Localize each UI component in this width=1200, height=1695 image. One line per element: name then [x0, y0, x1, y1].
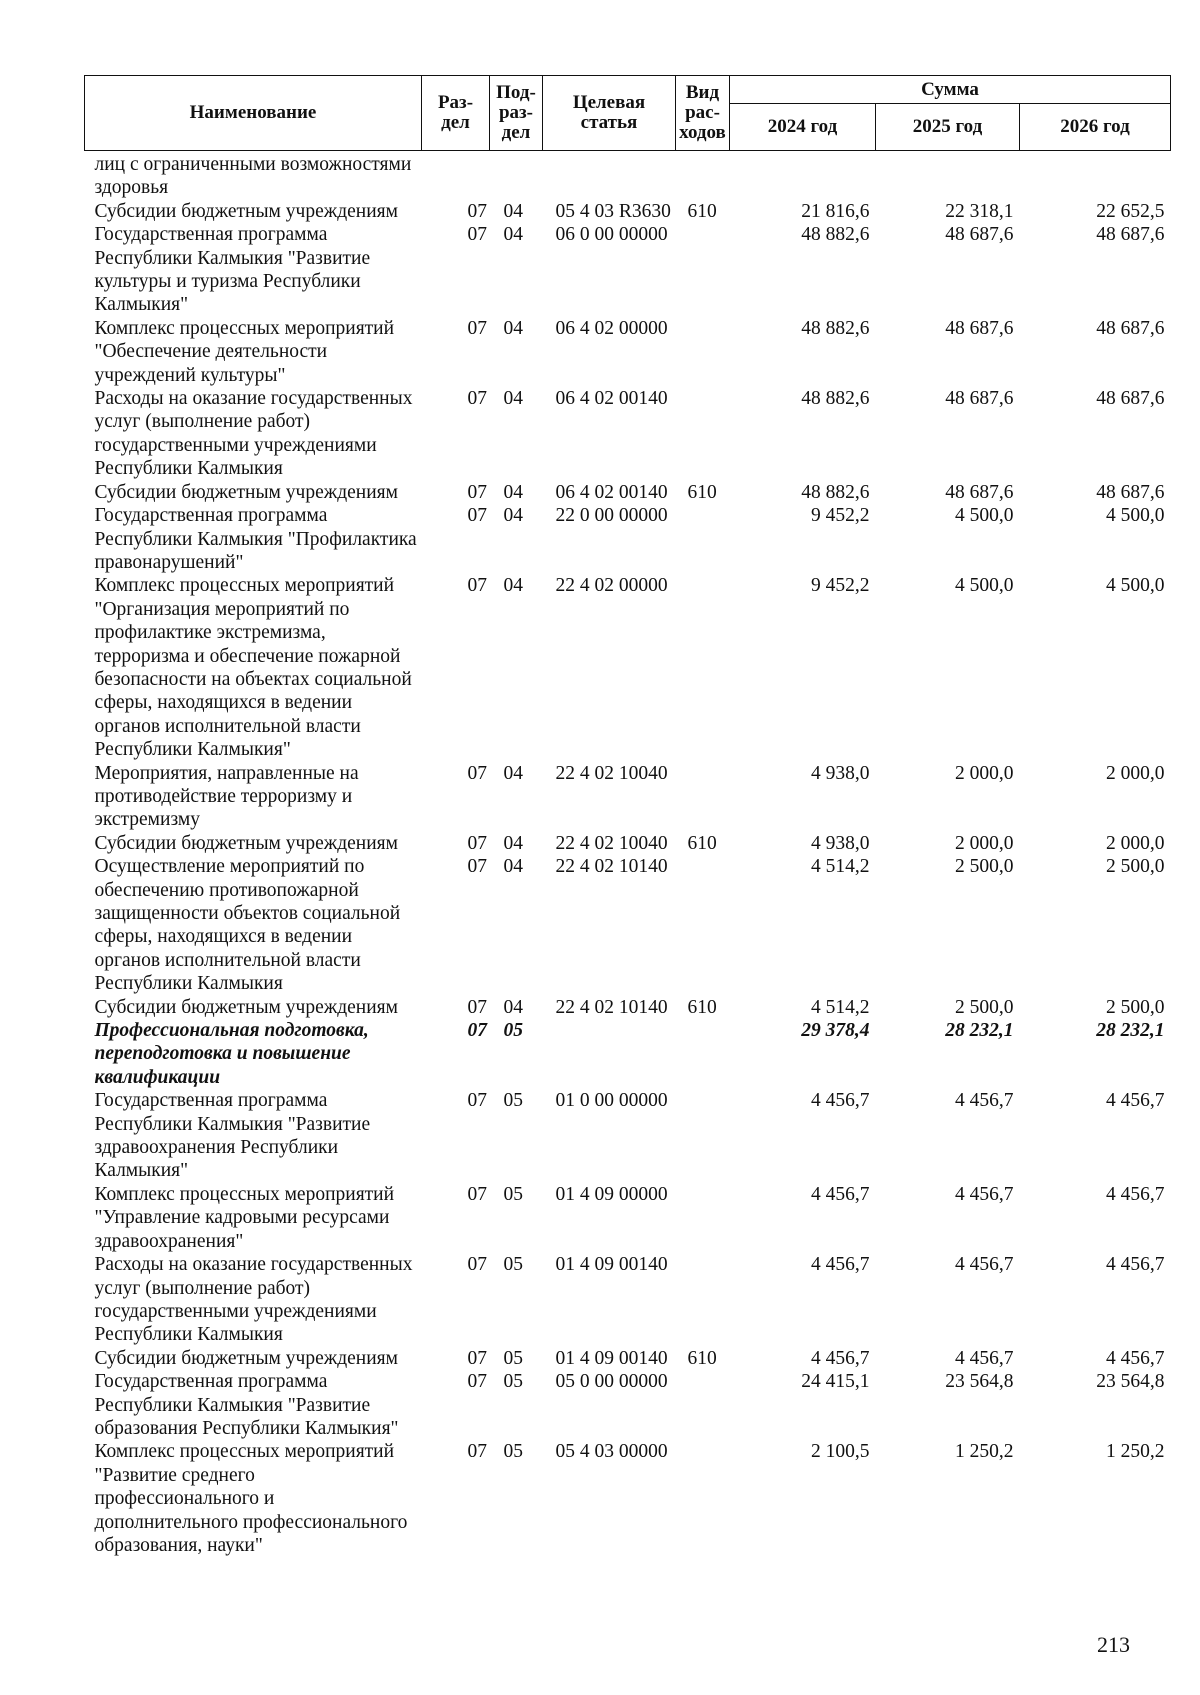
row-expense-type — [676, 151, 730, 200]
row-name: Комплекс процессных мероприятий "Управление кадровыми ресурсами здравоохранения" — [94, 1183, 395, 1252]
budget-table — [84, 75, 1171, 1557]
row-target-article: 05 4 03 00000 — [555, 1441, 668, 1463]
row-podrazdel: 04 — [503, 388, 523, 410]
row-target-article: 22 4 02 10040 — [555, 832, 668, 854]
row-expense-type — [676, 223, 730, 317]
table-row — [85, 1370, 1171, 1440]
row-target-article: 05 0 00 00000 — [555, 1371, 668, 1393]
row-name: Субсидии бюджетным учреждениям — [94, 481, 398, 503]
header-year-2024: 2024 год — [730, 104, 876, 151]
table-row — [85, 1019, 1171, 1089]
row-podrazdel: 05 — [503, 1090, 523, 1112]
row-amount-2025: 2 000,0 — [955, 762, 1014, 784]
row-razdel: 07 — [467, 481, 487, 503]
row-target-article: 01 4 09 00140 — [555, 1254, 668, 1276]
row-razdel: 07 — [467, 1441, 487, 1463]
row-target-article — [543, 1019, 676, 1089]
row-amount-2025: 48 687,6 — [945, 481, 1014, 503]
header-name: Наименование — [85, 76, 422, 151]
row-amount-2025: 2 000,0 — [955, 832, 1014, 854]
row-podrazdel: 04 — [503, 856, 523, 878]
row-target-article: 06 4 02 00140 — [555, 481, 668, 503]
row-amount-2024: 9 452,2 — [811, 505, 870, 527]
row-amount-2024 — [730, 151, 876, 200]
row-name: Мероприятия, направленные на противодействие терроризму и экстремизму — [94, 762, 359, 831]
row-target-article: 22 4 02 00000 — [555, 575, 668, 597]
row-target-article: 22 0 00 00000 — [555, 505, 668, 527]
row-expense-type: 610 — [687, 1347, 717, 1369]
row-amount-2024: 4 456,7 — [811, 1090, 870, 1112]
row-name: Государственная программа Республики Калмыкия "Развитие культуры и туризма Республики Калмыкия" — [94, 224, 371, 316]
row-razdel: 07 — [467, 224, 487, 246]
table-row — [85, 1253, 1171, 1347]
row-amount-2025: 48 687,6 — [945, 224, 1014, 246]
row-amount-2024: 4 938,0 — [811, 832, 870, 854]
row-amount-2026: 4 500,0 — [1106, 575, 1165, 597]
row-amount-2026: 48 687,6 — [1096, 317, 1165, 339]
header-sum: Сумма — [730, 76, 1171, 104]
row-podrazdel: 04 — [503, 762, 523, 784]
row-expense-type: 610 — [687, 200, 717, 222]
row-name: Комплекс процессных мероприятий "Обеспечение деятельности учреждений культуры" — [94, 317, 395, 386]
table-row — [85, 1089, 1171, 1183]
row-name: Государственная программа Республики Калмыкия "Профилактика правонарушений" — [94, 505, 417, 573]
row-expense-type — [676, 1370, 730, 1440]
row-amount-2025: 4 456,7 — [955, 1347, 1014, 1369]
row-name: Субсидии бюджетным учреждениям — [94, 1347, 398, 1369]
row-target-article: 01 4 09 00000 — [555, 1183, 668, 1205]
row-amount-2025: 22 318,1 — [945, 200, 1014, 222]
row-target-article: 06 4 02 00140 — [555, 388, 668, 410]
table-row — [85, 387, 1171, 481]
row-razdel — [422, 151, 490, 200]
row-amount-2026 — [1020, 151, 1171, 200]
row-amount-2026: 4 456,7 — [1106, 1183, 1165, 1205]
row-name: лиц с ограниченными возможностями здоровья — [94, 154, 412, 199]
row-expense-type — [676, 1440, 730, 1557]
row-expense-type — [676, 387, 730, 481]
row-razdel: 07 — [467, 575, 487, 597]
row-razdel: 07 — [467, 856, 487, 878]
row-amount-2024: 24 415,1 — [801, 1371, 870, 1393]
row-podrazdel: 05 — [503, 1183, 523, 1205]
header-podrazdel: Под- раз- дел — [490, 76, 543, 151]
row-podrazdel: 05 — [503, 1441, 523, 1463]
row-expense-type: 610 — [687, 832, 717, 854]
row-target-article: 05 4 03 R3630 — [555, 200, 671, 222]
row-amount-2026: 2 000,0 — [1106, 832, 1165, 854]
row-amount-2026: 28 232,1 — [1096, 1020, 1165, 1042]
row-name: Государственная программа Республики Калмыкия "Развитие образования Республики Калмыкия" — [94, 1371, 399, 1439]
row-razdel: 07 — [467, 317, 487, 339]
row-razdel: 07 — [467, 505, 487, 527]
row-podrazdel: 04 — [503, 224, 523, 246]
table-row — [85, 223, 1171, 317]
row-amount-2024: 4 514,2 — [811, 996, 870, 1018]
row-expense-type — [676, 762, 730, 832]
row-amount-2024: 9 452,2 — [811, 575, 870, 597]
row-razdel: 07 — [467, 200, 487, 222]
row-amount-2024: 48 882,6 — [801, 388, 870, 410]
row-expense-type — [676, 855, 730, 995]
row-amount-2026: 4 500,0 — [1106, 505, 1165, 527]
row-razdel: 07 — [467, 1347, 487, 1369]
header-vid: Вид рас- ходов — [676, 76, 730, 151]
row-amount-2025: 28 232,1 — [945, 1020, 1014, 1042]
row-amount-2025 — [876, 151, 1020, 200]
row-amount-2025: 4 456,7 — [955, 1183, 1014, 1205]
row-name: Государственная программа Республики Калмыкия "Развитие здравоохранения Республики Калмыкия" — [94, 1090, 371, 1182]
row-podrazdel: 05 — [503, 1347, 523, 1369]
row-amount-2025: 4 500,0 — [955, 575, 1014, 597]
row-amount-2026: 48 687,6 — [1096, 388, 1165, 410]
row-expense-type — [676, 1089, 730, 1183]
table-row — [85, 481, 1171, 504]
row-amount-2024: 48 882,6 — [801, 317, 870, 339]
table-row — [85, 1183, 1171, 1253]
table-row — [85, 855, 1171, 995]
row-amount-2026: 1 250,2 — [1106, 1441, 1165, 1463]
row-expense-type — [676, 1253, 730, 1347]
row-podrazdel: 04 — [503, 832, 523, 854]
row-podrazdel: 04 — [503, 575, 523, 597]
table-body — [85, 151, 1171, 1558]
row-target-article: 01 0 00 00000 — [555, 1090, 668, 1112]
row-razdel: 07 — [467, 1254, 487, 1276]
table-header — [85, 76, 1171, 151]
row-amount-2025: 48 687,6 — [945, 317, 1014, 339]
row-amount-2024: 48 882,6 — [801, 481, 870, 503]
row-amount-2024: 2 100,5 — [811, 1441, 870, 1463]
row-target-article: 22 4 02 10040 — [555, 762, 668, 784]
row-amount-2026: 4 456,7 — [1106, 1254, 1165, 1276]
row-podrazdel: 04 — [503, 996, 523, 1018]
row-amount-2025: 4 500,0 — [955, 505, 1014, 527]
row-amount-2026: 4 456,7 — [1106, 1347, 1165, 1369]
row-expense-type — [676, 504, 730, 574]
page-number: 213 — [1097, 1632, 1130, 1657]
row-expense-type — [676, 1019, 730, 1089]
row-expense-type: 610 — [687, 481, 717, 503]
row-podrazdel — [490, 151, 543, 200]
row-amount-2024: 29 378,4 — [801, 1020, 870, 1042]
row-amount-2024: 4 456,7 — [811, 1254, 870, 1276]
row-name: Комплекс процессных мероприятий "Развитие среднего профессионального и дополнительного профессионального образования, науки" — [94, 1441, 408, 1556]
row-expense-type: 610 — [687, 996, 717, 1018]
row-expense-type — [676, 1183, 730, 1253]
row-target-article: 22 4 02 10140 — [555, 856, 668, 878]
row-name: Субсидии бюджетным учреждениям — [94, 200, 398, 222]
row-name: Расходы на оказание государственных услуг (выполнение работ) государственными учреждениями Республики Калмыкия — [94, 1254, 413, 1346]
table-row — [85, 832, 1171, 855]
row-target-article: 06 4 02 00000 — [555, 317, 668, 339]
row-podrazdel: 05 — [503, 1020, 523, 1042]
table-row — [85, 200, 1171, 223]
row-amount-2026: 2 500,0 — [1106, 996, 1165, 1018]
row-amount-2025: 1 250,2 — [955, 1441, 1014, 1463]
row-name: Субсидии бюджетным учреждениям — [94, 996, 398, 1018]
table-row — [85, 317, 1171, 387]
row-name: Расходы на оказание государственных услуг (выполнение работ) государственными учреждениями Республики Калмыкия — [94, 388, 413, 480]
row-amount-2024: 48 882,6 — [801, 224, 870, 246]
table-row — [85, 1440, 1171, 1557]
row-podrazdel: 05 — [503, 1371, 523, 1393]
header-razdel: Раз- дел — [422, 76, 490, 151]
row-razdel: 07 — [467, 1020, 487, 1042]
row-razdel: 07 — [467, 1371, 487, 1393]
row-name: Профессиональная подготовка, переподготовка и повышение квалификации — [94, 1020, 369, 1088]
row-razdel: 07 — [467, 1090, 487, 1112]
row-razdel: 07 — [467, 832, 487, 854]
row-amount-2024: 21 816,6 — [801, 200, 870, 222]
row-amount-2026: 22 652,5 — [1096, 200, 1165, 222]
row-podrazdel: 04 — [503, 481, 523, 503]
row-target-article: 06 0 00 00000 — [555, 224, 668, 246]
row-expense-type — [676, 574, 730, 761]
table-row — [85, 996, 1171, 1019]
table-row — [85, 504, 1171, 574]
table-row — [85, 574, 1171, 761]
row-amount-2025: 2 500,0 — [955, 856, 1014, 878]
row-amount-2026: 23 564,8 — [1096, 1371, 1165, 1393]
header-year-2025: 2025 год — [876, 104, 1020, 151]
row-podrazdel: 05 — [503, 1254, 523, 1276]
row-amount-2025: 48 687,6 — [945, 388, 1014, 410]
row-razdel: 07 — [467, 388, 487, 410]
row-amount-2025: 23 564,8 — [945, 1371, 1014, 1393]
table-row — [85, 762, 1171, 832]
row-amount-2026: 2 500,0 — [1106, 856, 1165, 878]
row-name: Осуществление мероприятий по обеспечению противопожарной защищенности объектов социальной сферы, находящихся в ведении органов исполнительной власти Республики Калмыкия — [94, 856, 401, 995]
row-podrazdel: 04 — [503, 200, 523, 222]
row-target-article: 01 4 09 00140 — [555, 1347, 668, 1369]
row-target-article — [543, 151, 676, 200]
table-row — [85, 151, 1171, 200]
row-amount-2026: 48 687,6 — [1096, 481, 1165, 503]
row-amount-2025: 4 456,7 — [955, 1090, 1014, 1112]
row-amount-2026: 2 000,0 — [1106, 762, 1165, 784]
row-podrazdel: 04 — [503, 505, 523, 527]
row-amount-2024: 4 514,2 — [811, 856, 870, 878]
header-year-2026: 2026 год — [1020, 104, 1171, 151]
row-razdel: 07 — [467, 996, 487, 1018]
row-amount-2026: 4 456,7 — [1106, 1090, 1165, 1112]
row-name: Субсидии бюджетным учреждениям — [94, 832, 398, 854]
header-target: Целевая статья — [543, 76, 676, 151]
row-expense-type — [676, 317, 730, 387]
row-podrazdel: 04 — [503, 317, 523, 339]
row-amount-2024: 4 456,7 — [811, 1347, 870, 1369]
row-target-article: 22 4 02 10140 — [555, 996, 668, 1018]
row-amount-2024: 4 938,0 — [811, 762, 870, 784]
table-row — [85, 1347, 1171, 1370]
row-amount-2024: 4 456,7 — [811, 1183, 870, 1205]
row-amount-2026: 48 687,6 — [1096, 224, 1165, 246]
row-amount-2025: 4 456,7 — [955, 1254, 1014, 1276]
row-razdel: 07 — [467, 1183, 487, 1205]
row-name: Комплекс процессных мероприятий "Организация мероприятий по профилактике экстремизма, терроризма и обеспечение пожарной безопасности на объектах социальной сферы, находящихся в ведении органов исполнительной власти Республики Калмыкия" — [94, 575, 412, 761]
row-amount-2025: 2 500,0 — [955, 996, 1014, 1018]
row-razdel: 07 — [467, 762, 487, 784]
